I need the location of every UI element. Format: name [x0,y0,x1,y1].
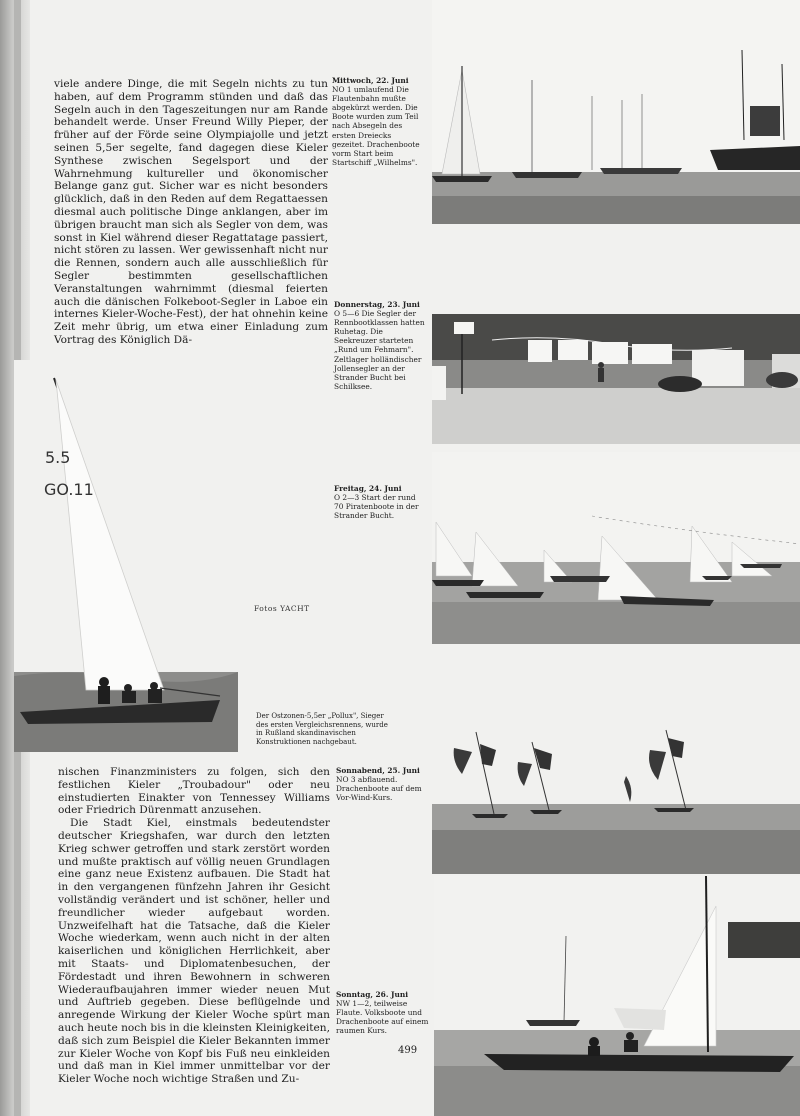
photo-camp-shore [432,314,800,444]
photo-credit: Fotos YACHT [254,604,310,613]
caption-friday [334,484,424,520]
caption-text: O 2—3 Start der rund 70 Piratenboote in der Strander Bucht. [334,493,419,521]
page-number: 499 [398,1045,418,1056]
caption-saturday [336,766,426,802]
paragraph: viele andere Dinge, die mit Segeln nichts zu tun haben, auf dem Programm stünden und daß das Segeln auch in den Tageszeitungen nur am Rande behandelt werde. Unser Freund Willy Pieper, der früher auf der Förde seine Olympiajolle und jetzt seinen 5,5er segelte, fand dagegen diese Kieler Synthese zwischen Segelsport und der Wahrnehmung kultureller und ökonomischer Belange ganz gut. Sicher war es nicht besonders glücklich, daß in den Reden auf dem Regattaessen diesmal auch politische Dinge anklangen, aber im übrigen braucht man sich als Segler von dem, was sonst in Kiel während dieser Regattatage passiert, nicht stören zu lassen. Wer gewissenhaft nicht nur die Rennen, sondern auch alle ausschließlich für Segler bestimmten gesellschaftlichen Veranstaltungen wahrnimmt (diesmal feierten auch die dänischen Folkeboot-Segler in Laboe ein internes Kieler-Woche-Fest), der hat ohnehin keine Zeit mehr übrig, um etwa einer Einladung zum Vortrag des Königlich Dä- [54,78,328,346]
paragraph: nischen Finanzministers zu folgen, sich den festlichen Kieler „Troubadour" oder neu einstudierten Einakter von Tennessey Williams oder Friedrich Dürenmatt anzusehen. [58,766,330,817]
photo-pirate-start [432,452,800,644]
caption-date: Mittwoch, 22. Juni [332,76,409,85]
paragraph: Die Stadt Kiel, einstmals bedeutendster deutscher Kriegshafen, war durch den letzten Krieg schwer getroffen und stark zerstört worden und mußte praktisch auf völlig neuen Grundlagen eine ganz neue Existenz aufbauen. Die Stadt hat in den vergangenen fünfzehn Jahren ihr Gesicht vollständig verändert und ist schöner, heller und freundlicher wieder aufgebaut worden. Unzweifelhaft hat die Tatsache, daß die Kieler Woche wiederkam, wenn auch nicht in der alten kaiserlichen und königlichen Herrlichkeit, aber mit Staats- und Diplomatenbesuchen, der Fördestadt und ihren Bewohnern in schweren Wiederaufbaujahren immer wieder neuen Mut und Auftrieb gegeben. Diese beflügelnde und anregende Wirkung der Kieler Woche spürt man auch heute noch bis in die kleinsten Kleinigkeiten, daß sich zum Beispiel die Kieler Bekannten immer zur Kieler Woche von Kopf bis Fuß neu einkleiden und daß man in Kiel immer unmittelbar vor der Kieler Woche noch wichtige Straßen und Zu- [58,817,330,1086]
photo-sailboat-pollux [14,360,238,752]
caption-text: NO 1 umlaufend Die Flautenbahn mußte abgekürzt werden. Die Boote wurden zum Teil nach Absegeln des ersten Dreiecks gezeitet. Drachenboote vorm Start beim Startschiff „Wilhelms". [332,85,420,167]
caption-date: Sonnabend, 25. Juni [336,766,420,775]
sail-number-id: GO.11 [44,480,94,499]
caption-date: Sonntag, 26. Juni [336,990,409,999]
caption-thursday [334,300,426,391]
caption-date: Donnerstag, 23. Juni [334,300,420,309]
caption-text: NW 1—2, teilweise Flaute. Volksboote und Drachenboote auf einem raumen Kurs. [336,999,429,1036]
article-text-bottom [58,766,330,1086]
caption-text: O 5—6 Die Segler der Rennbootklassen hatten Ruhetag. Die Seekreuzer starteten „Rund um Fehmarn". Zeltlager holländischer Jollensegler an der Strander Bucht bei Schilksee. [334,309,425,391]
caption-wednesday [332,76,424,167]
article-text-top [54,78,328,347]
boat-caption: Der Ostzonen-5,5er „Pollux", Sieger des ersten Vergleichsrennens, wurde in Rußland skandinavischen Konstruktionen nachgebaut. [256,712,388,746]
photo-dragon-spinnakers [432,722,800,874]
caption-sunday [336,990,430,1035]
photo-volksboot-raum [434,876,800,1116]
photo-harbor-dragon-boats [432,0,800,224]
caption-date: Freitag, 24. Juni [334,484,402,493]
sail-number-class: 5.5 [45,448,71,467]
caption-text: NO 3 abflauend. Drachenboote auf dem Vor-Wind-Kurs. [336,775,422,803]
